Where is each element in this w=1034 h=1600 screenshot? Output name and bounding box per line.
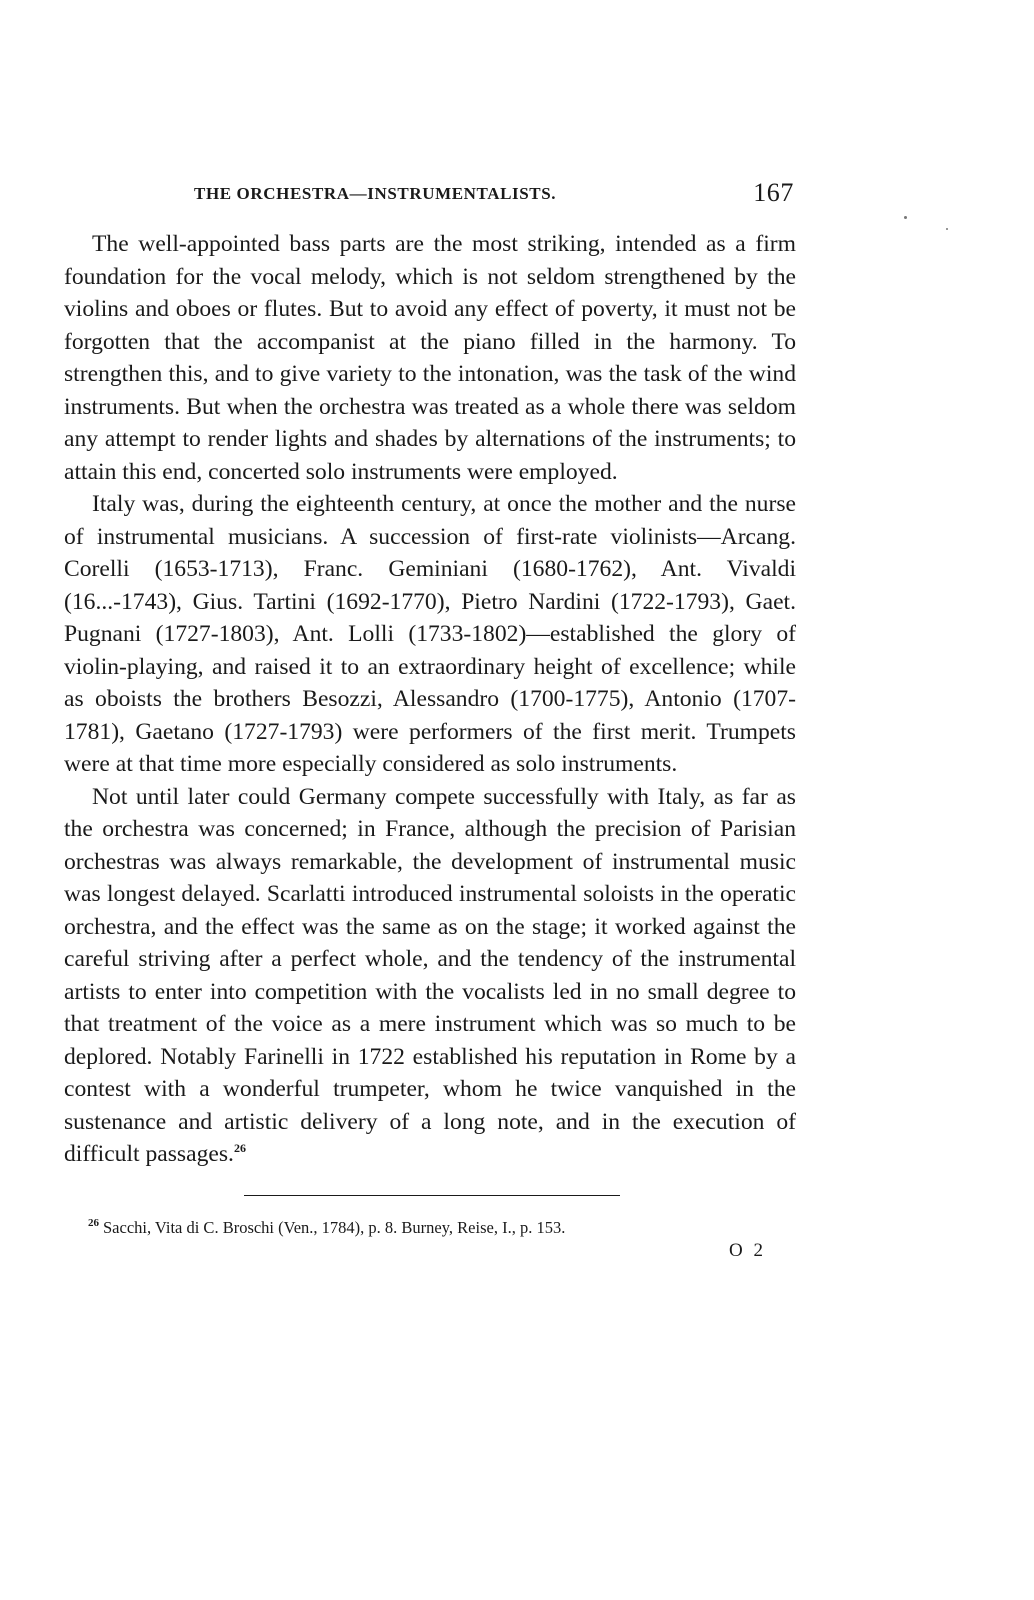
page-number: 167 xyxy=(753,178,794,207)
paragraph-with-footnote xyxy=(64,781,796,1171)
paragraph-text: Not until later could Germany compete successfully with Italy, as far as the orchestra was concerned; in France, although the precision of Parisian orchestras was always remarkable, the development of instrumental music was longest delayed. Scarlatti introduced instrumental soloists in the operatic orchestra, and the effect was the same as on the stage; it worked against the careful striving after a perfect whole, and the tendency of the instrumental artists to enter into competition with the vocalists led in no small degree to that treatment of the voice as a mere instrument which was so much to be deplored. Notably Farinelli in 1722 established his reputation in Rome by a contest with a wonderful trumpeter, whom he twice vanquished in the sustenance and artistic delivery of a long note, and in the execution of difficult passages. xyxy=(64,783,796,1167)
running-head xyxy=(64,178,796,214)
paper-speck xyxy=(904,216,907,219)
footnote-marker: 26 xyxy=(88,1217,99,1229)
paragraph: The well-appointed bass parts are the most striking, intended as a firm foundation for the vocal melody, which is not seldom strengthened by the violins and oboes or flutes. But to avoid any effect of poverty, it must not be forgotten that the accompanist at the piano filled in the harmony. To strengthen this, and to give variety to the intonation, was the task of the wind instruments. But when the orchestra was treated as a whole there was seldom any attempt to render lights and shades by alternations of the instruments; to attain this end, concerted solo instruments were employed. xyxy=(64,231,796,485)
paper-speck xyxy=(946,228,948,230)
book-page xyxy=(64,178,796,1262)
footnote-text: Sacchi, Vita di C. Broschi (Ven., 1784), p. 8. Burney, Reise, I., p. 153. xyxy=(103,1217,566,1237)
signature-mark: O 2 xyxy=(729,1239,766,1261)
footnote-divider xyxy=(244,1195,620,1196)
paragraph: Italy was, during the eighteenth century, at once the mother and the nurse of instrumental musicians. A succession of first-rate violinists—Arcang. Corelli (1653-1713), Franc. Geminiani (1680-1762), Ant. Vivaldi (16...-1743), Gius. Tartini (1692-1770), Pietro Nardini (1722-1793), Gaet. Pugnani (1727-1803), Ant. Lolli (1733-1802)—established the glory of violin-playing, and raised it to an extraordinary height of excellence; while as oboists the brothers Besozzi, Alessandro (1700-1775), Antonio (1707-1781), Gaetano (1727-1793) were performers of the first merit. Trumpets were at that time more especially considered as solo instruments. xyxy=(64,491,796,777)
footnote-reference[interactable]: 26 xyxy=(233,1141,246,1156)
footnote xyxy=(64,1218,796,1238)
running-title: THE ORCHESTRA—INSTRUMENTALISTS. xyxy=(194,184,557,203)
body-text xyxy=(64,228,796,1171)
